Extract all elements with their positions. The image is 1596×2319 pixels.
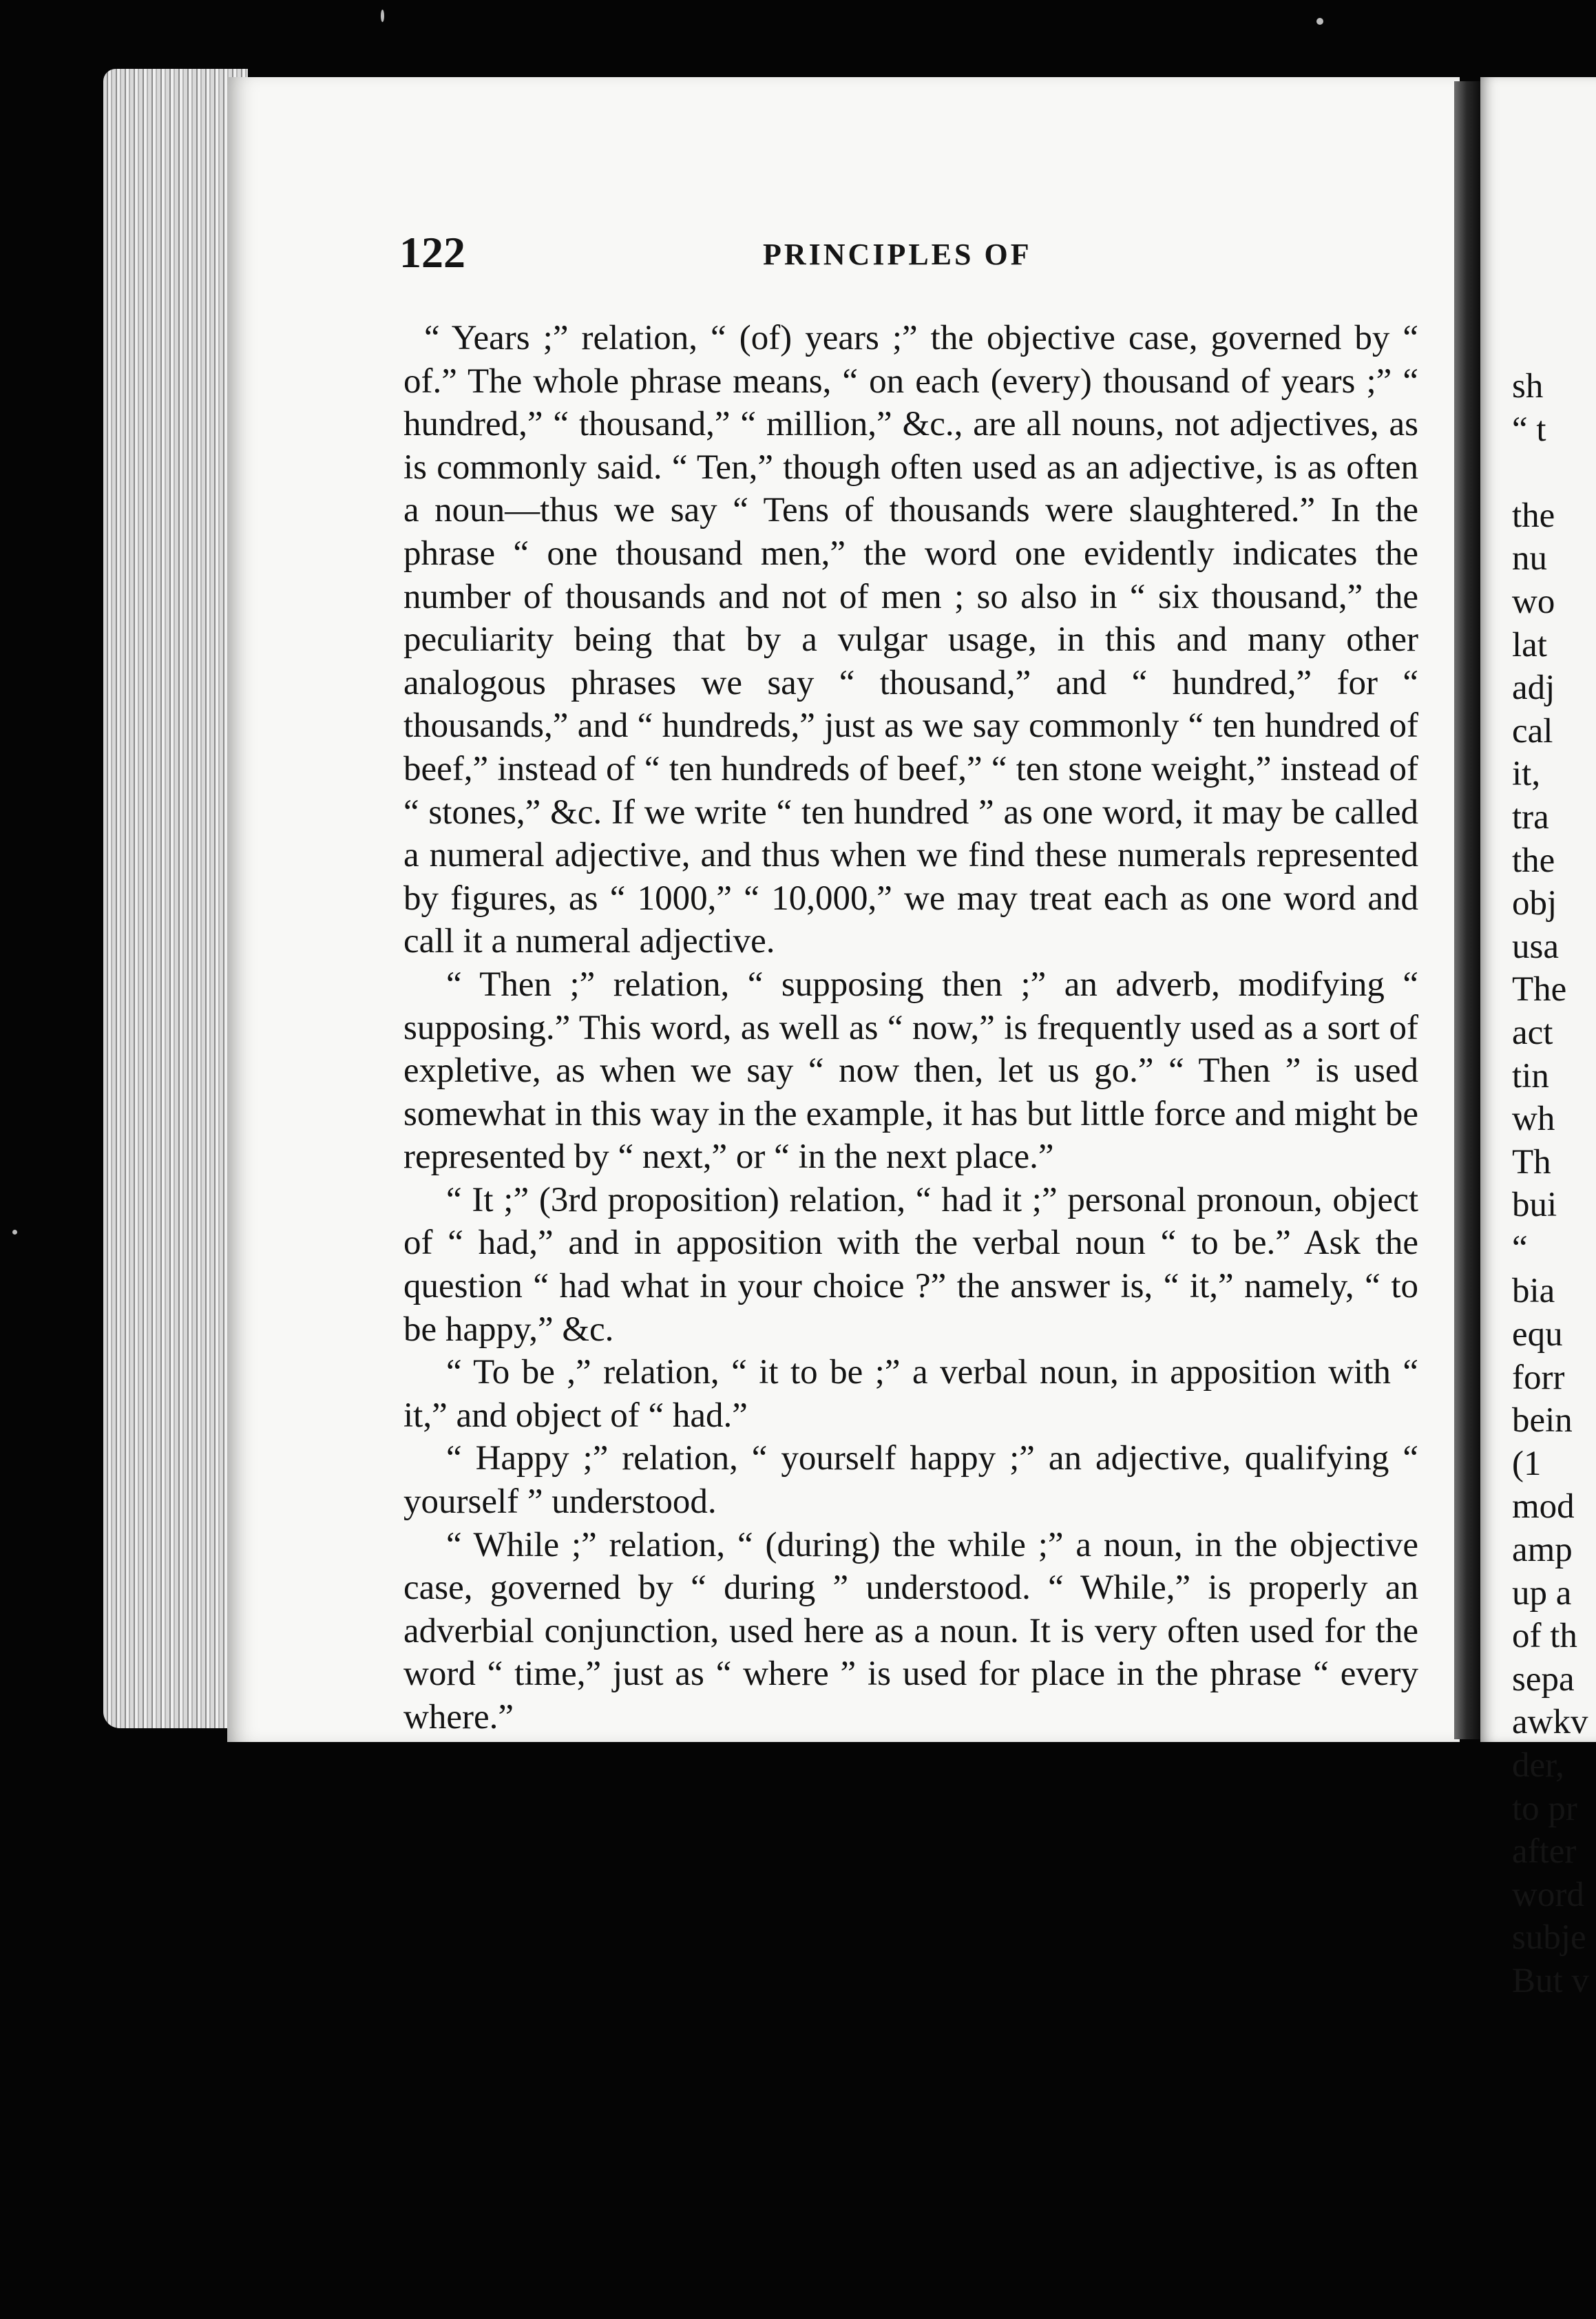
right-page-line-fragment: obj (1512, 884, 1557, 923)
paragraph: “ It ;” (3rd proposition) relation, “ had it ;” personal pronoun, object of “ had,” and in apposition with the verbal noun “ to be.” Ask the question “ had what in your choice ?” the answer is, “ it,” namely, “ to be happy,” &c. (403, 1180, 1418, 1349)
paragraph: “ Years ;” relation, “ (of) years ;” the objective case, governed by “ of.” The whole phrase means, “ on each (every) thousand of years ;” “ hundred,” “ thousand,” “ million,” &c., are all nouns, not adjectives, as is commonly said. “ Ten,” though often used as an adjective, is as often a noun—thus we say “ Tens of thousands were slaughtered.” In the phrase “ one thousand men,” the word one evidently indicates the number of thousands and not of men ; so also in “ six thousand,” the peculiarity being that by a vulgar usage, in this and many other analogous phrases we say “ thousand,” and “ hundred,” for “ thousands,” and “ hundreds,” just as we say commonly “ ten hundred of beef,” instead of “ ten hundreds of beef,” “ ten stone weight,” instead of “ stones,” &c. If we write “ ten hundred ” as one word, it may be called a numeral adjective, and thus when we find these numerals represented by figures, as “ 1000,” “ 10,000,” we may treat each as one word and call it a numeral adjective. (403, 319, 1418, 961)
right-page-line-fragment (1512, 451, 1596, 494)
right-page-line-fragment: wo (1512, 582, 1555, 621)
right-page-line-fragment: mod (1512, 1487, 1575, 1526)
right-page-line-fragment: sepa (1512, 1659, 1575, 1699)
right-page-line-fragment: tra (1512, 797, 1549, 837)
right-page-line-fragment: amp (1512, 1531, 1573, 1570)
right-page-line-fragment: subje (1512, 1918, 1586, 1958)
scan-speck (1316, 18, 1323, 25)
page-header (399, 227, 1418, 282)
right-page-line-fragment: wh (1512, 1100, 1555, 1139)
right-page-text-fragments (1512, 365, 1596, 2003)
right-page-line-fragment: “ t (1512, 410, 1546, 449)
right-page-line-fragment: equ (1512, 1315, 1563, 1354)
right-page-line-fragment: nu (1512, 539, 1547, 578)
scan-speck (381, 10, 384, 22)
right-page-line-fragment: it, (1512, 755, 1541, 794)
right-page-line-fragment: to pr (1512, 1789, 1577, 1828)
right-page-line-fragment: tin (1512, 1056, 1549, 1095)
book-gutter (1454, 81, 1482, 1739)
right-page-line-fragment: der, (1512, 1746, 1564, 1785)
paragraph: “ To be ,” relation, “ it to be ;” a verbal noun, in apposition with “ it,” and object of “ had.” (403, 1353, 1418, 1435)
running-head: PRINCIPLES OF (763, 238, 1032, 271)
right-page-line-fragment: the (1512, 841, 1555, 880)
right-page-line-fragment: up a (1512, 1573, 1572, 1613)
right-page-line-fragment: word (1512, 1875, 1584, 1914)
paragraph: “ While ;” relation, “ (during) the while ;” a noun, in the objective case, governed by “ during ” understood. “ While,” is properly an adverbial conjunction, used here as a noun. It is very often used for the word “ time,” just as “ where ” is used for place in the phrase “ every where.” (403, 1525, 1418, 1736)
right-page-line-fragment: The (1512, 970, 1567, 1009)
right-page-line-fragment: bein (1512, 1401, 1573, 1440)
right-page-line-fragment: usa (1512, 927, 1559, 966)
right-page-line-fragment: (1 (1512, 1444, 1542, 1483)
page-edges (103, 69, 248, 1728)
body-text (403, 317, 1418, 1739)
page-number: 122 (399, 228, 465, 277)
paragraph: “ Then ;” relation, “ supposing then ;” an adverb, modifying “ supposing.” This word, as well as “ now,” is frequently used as a sort of expletive, as when we say “ now then, let us go.” “ Then ” is used somewhat in this way in the example, it has but little force and might be represented by “ next,” or “ in the next place.” (403, 965, 1418, 1177)
scan-speck (12, 1230, 17, 1235)
right-page-line-fragment: Th (1512, 1142, 1551, 1182)
right-page-line-fragment: after (1512, 1832, 1577, 1871)
right-page-line-fragment: lat (1512, 625, 1547, 664)
right-page-line-fragment: cal (1512, 711, 1553, 751)
right-page-line-fragment: But v (1512, 1961, 1589, 2000)
right-page-line-fragment: forr (1512, 1358, 1565, 1397)
right-page-line-fragment: act (1512, 1013, 1553, 1052)
right-page-line-fragment: the (1512, 496, 1555, 535)
right-page-line-fragment: bui (1512, 1186, 1557, 1225)
right-page-line-fragment: sh (1512, 367, 1544, 406)
right-page-line-fragment: bia (1512, 1272, 1555, 1311)
paragraph: “ Happy ;” relation, “ yourself happy ;” an adjective, qualifying “ yourself ” understood. (403, 1439, 1418, 1522)
right-page-line-fragment: of th (1512, 1617, 1577, 1656)
right-page-line-fragment: awkv (1512, 1703, 1588, 1742)
right-page-line-fragment: “ (1512, 1228, 1528, 1268)
right-page-line-fragment: adj (1512, 669, 1555, 708)
